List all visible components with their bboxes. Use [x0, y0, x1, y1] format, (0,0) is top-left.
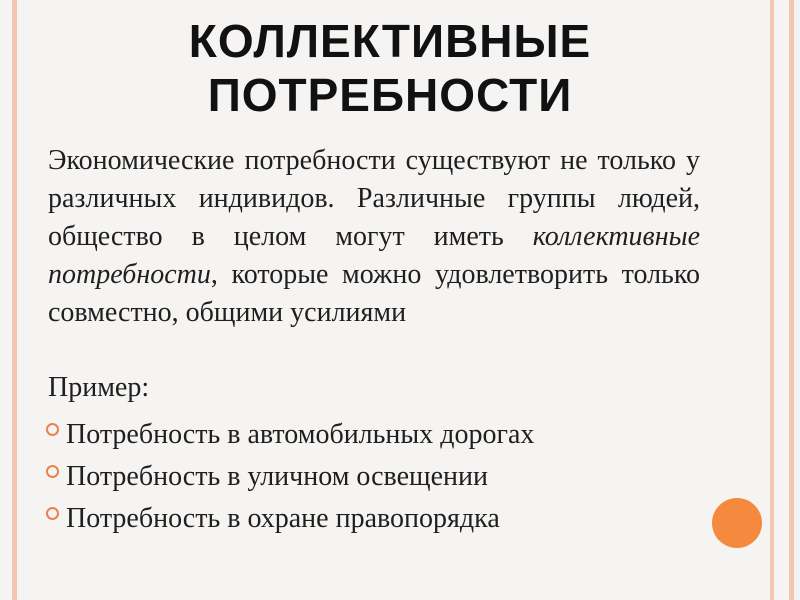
circle-bullet-icon — [46, 423, 59, 436]
orange-circle-decoration — [712, 498, 762, 548]
list-item — [44, 498, 534, 540]
definition-paragraph — [48, 142, 700, 332]
circle-bullet-icon — [46, 465, 59, 478]
list-item — [44, 414, 534, 456]
list-item-text: Потребность в охране правопорядка — [66, 503, 500, 534]
example-label: Пример: — [48, 372, 150, 403]
title-line-1: КОЛЛЕКТИВНЫЕ — [188, 15, 592, 67]
right-inner-border-stripe — [770, 0, 774, 600]
left-border-stripe — [12, 0, 17, 600]
circle-bullet-icon — [46, 507, 59, 520]
example-list — [44, 414, 534, 540]
title-line-2: ПОТРЕБНОСТИ — [207, 69, 573, 121]
list-item-text: Потребность в автомобильных дорогах — [66, 419, 535, 450]
paragraph-text-before: Экономические потребности существуют не только у различных индивидов. Различные группы людей, общество в целом могут иметь — [48, 145, 700, 252]
paragraph-text-after: , которые можно удовлетворить только совместно, общими усилиями — [48, 259, 700, 328]
slide-title — [40, 14, 740, 122]
list-item — [44, 456, 534, 498]
paragraph-emphasis: коллективные потребности — [48, 221, 700, 290]
right-outer-border-stripe — [789, 0, 794, 600]
list-item-text: Потребность в уличном освещении — [66, 461, 488, 492]
